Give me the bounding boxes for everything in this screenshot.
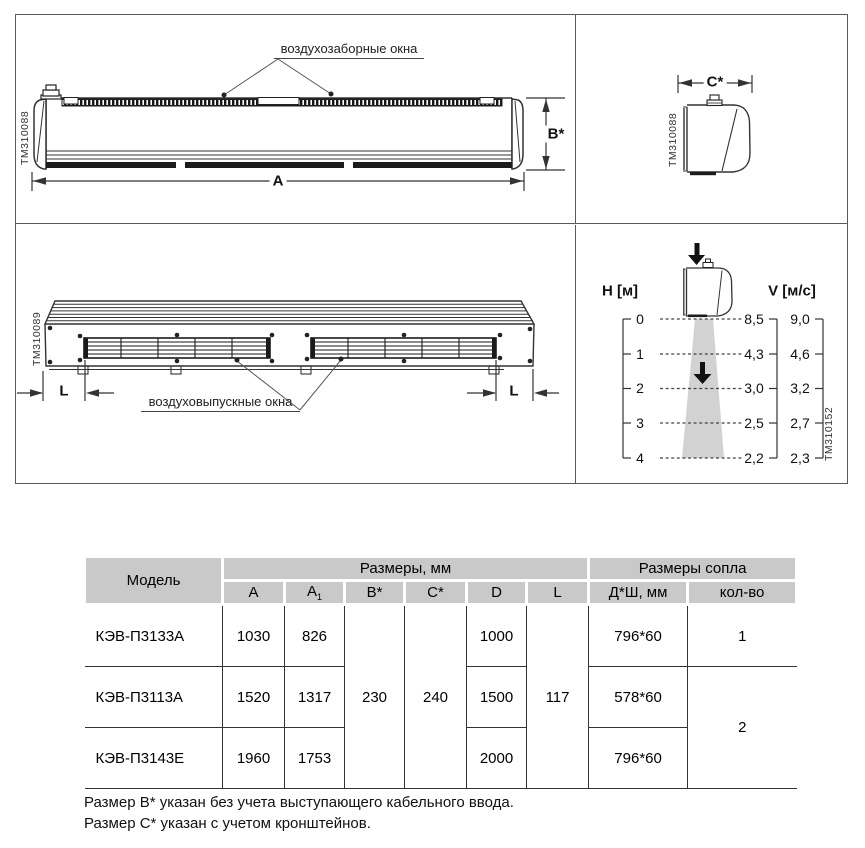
dim-c-label: C* bbox=[704, 74, 727, 91]
velocity-value: 9,0 bbox=[790, 310, 810, 327]
dim-l-right-label: L bbox=[506, 382, 521, 399]
velocity-value: 2,7 bbox=[790, 414, 810, 431]
drawing-ref-tm310088: TM310088 bbox=[19, 110, 31, 166]
table-row bbox=[85, 605, 797, 667]
height-scale-bracket bbox=[623, 319, 631, 458]
cell-nozzle: 796*60 bbox=[589, 605, 688, 667]
footnotes bbox=[84, 792, 514, 834]
cell-d: 1500 bbox=[467, 667, 527, 728]
velocity-value: 4,3 bbox=[744, 345, 764, 362]
cell-d: 1000 bbox=[467, 605, 527, 667]
header-model: Модель bbox=[85, 557, 223, 605]
header-group-dimensions: Размеры, мм bbox=[223, 557, 589, 581]
velocity-value: 3,0 bbox=[744, 379, 764, 396]
outlet-windows-label: воздуховыпускные окна bbox=[141, 394, 300, 412]
unit-outline bbox=[683, 105, 750, 172]
outlet-grille-right bbox=[311, 338, 496, 358]
header-col-nozzle-size: Д*Ш, мм bbox=[589, 581, 688, 605]
cell-a: 1520 bbox=[223, 667, 285, 728]
height-tick: 1 bbox=[636, 345, 644, 362]
velocity-value: 2,5 bbox=[744, 414, 764, 431]
outlet-grille-left bbox=[84, 338, 270, 358]
drawing-ref-tm310152: TM310152 bbox=[823, 406, 835, 461]
velocity-value: 3,2 bbox=[790, 379, 810, 396]
airflow-panel bbox=[576, 225, 847, 484]
body-ribs bbox=[46, 151, 512, 159]
cell-model: КЭВ-П3113А bbox=[85, 667, 223, 728]
header-col-c: C* bbox=[405, 581, 467, 605]
spec-table bbox=[83, 555, 798, 789]
callout-leaders bbox=[222, 59, 334, 98]
diagram-frame bbox=[15, 14, 848, 484]
cell-qty: 1 bbox=[688, 605, 797, 667]
height-tick: 2 bbox=[636, 379, 644, 396]
velocity-value: 8,5 bbox=[744, 310, 764, 327]
outlet-comb bbox=[690, 172, 716, 175]
height-tick: 0 bbox=[636, 310, 644, 327]
header-col-a: A bbox=[223, 581, 285, 605]
header-col-a1: $A_1$ bbox=[285, 581, 345, 605]
spec-table-wrapper bbox=[83, 555, 798, 789]
cell-b-shared: 230 bbox=[345, 605, 405, 789]
cell-d: 2000 bbox=[467, 728, 527, 789]
height-tick: 4 bbox=[636, 449, 644, 466]
velocity-value: 2,3 bbox=[790, 449, 810, 466]
dim-b-label: B* bbox=[545, 126, 568, 143]
intake-arrow bbox=[688, 243, 705, 265]
velocity-bracket-2 bbox=[815, 319, 823, 458]
cell-c-shared: 240 bbox=[405, 605, 467, 789]
intake-windows-label: воздухозаборные окна bbox=[274, 41, 424, 59]
front-view-panel bbox=[16, 15, 576, 224]
cell-a: 1030 bbox=[223, 605, 285, 667]
hanging-rail bbox=[49, 366, 504, 374]
header-col-d: D bbox=[467, 581, 527, 605]
velocity-value: 2,2 bbox=[744, 449, 764, 466]
intake-grille bbox=[62, 98, 502, 107]
cell-model: КЭВ-П3133А bbox=[85, 605, 223, 667]
bottom-view-drawing bbox=[16, 225, 574, 483]
cell-qty-shared: 2 bbox=[688, 667, 797, 789]
header-col-b: B* bbox=[345, 581, 405, 605]
unit-outline bbox=[683, 259, 732, 317]
height-tick: 3 bbox=[636, 414, 644, 431]
velocity-axis-label: V [м/с] bbox=[768, 282, 816, 299]
cell-model: КЭВ-П3143Е bbox=[85, 728, 223, 789]
header-col-l: L bbox=[527, 581, 589, 605]
dim-a-label: A bbox=[270, 173, 287, 190]
side-view-panel bbox=[576, 15, 847, 224]
height-axis-label: H [м] bbox=[601, 282, 639, 299]
cell-l-shared: 117 bbox=[527, 605, 589, 789]
dim-l-left-label: L bbox=[56, 382, 71, 399]
cell-nozzle: 796*60 bbox=[589, 728, 688, 789]
cell-a1: 1753 bbox=[285, 728, 345, 789]
drawing-ref-tm310089: TM310089 bbox=[31, 311, 43, 366]
header-group-nozzle: Размеры сопла bbox=[589, 557, 797, 581]
velocity-value: 4,6 bbox=[790, 345, 810, 362]
cell-nozzle: 578*60 bbox=[589, 667, 688, 728]
unit-outline bbox=[34, 98, 523, 169]
footnote-c: Размер C* указан с учетом кронштейнов. bbox=[84, 815, 371, 832]
footnote-b: Размер B* указан без учета выступающего кабельного ввода. bbox=[84, 794, 514, 811]
cell-a1: 826 bbox=[285, 605, 345, 667]
drawing-ref-tm310088: TM310088 bbox=[667, 112, 679, 168]
bottom-view-panel bbox=[16, 225, 576, 484]
cable-gland bbox=[707, 95, 722, 106]
cell-a: 1960 bbox=[223, 728, 285, 789]
velocity-bracket-1 bbox=[769, 319, 777, 458]
cell-a1: 1317 bbox=[285, 667, 345, 728]
side-view-drawing bbox=[576, 15, 847, 223]
bottom-band bbox=[46, 162, 512, 168]
cable-gland bbox=[41, 85, 61, 99]
header-col-qty: кол-во bbox=[688, 581, 797, 605]
